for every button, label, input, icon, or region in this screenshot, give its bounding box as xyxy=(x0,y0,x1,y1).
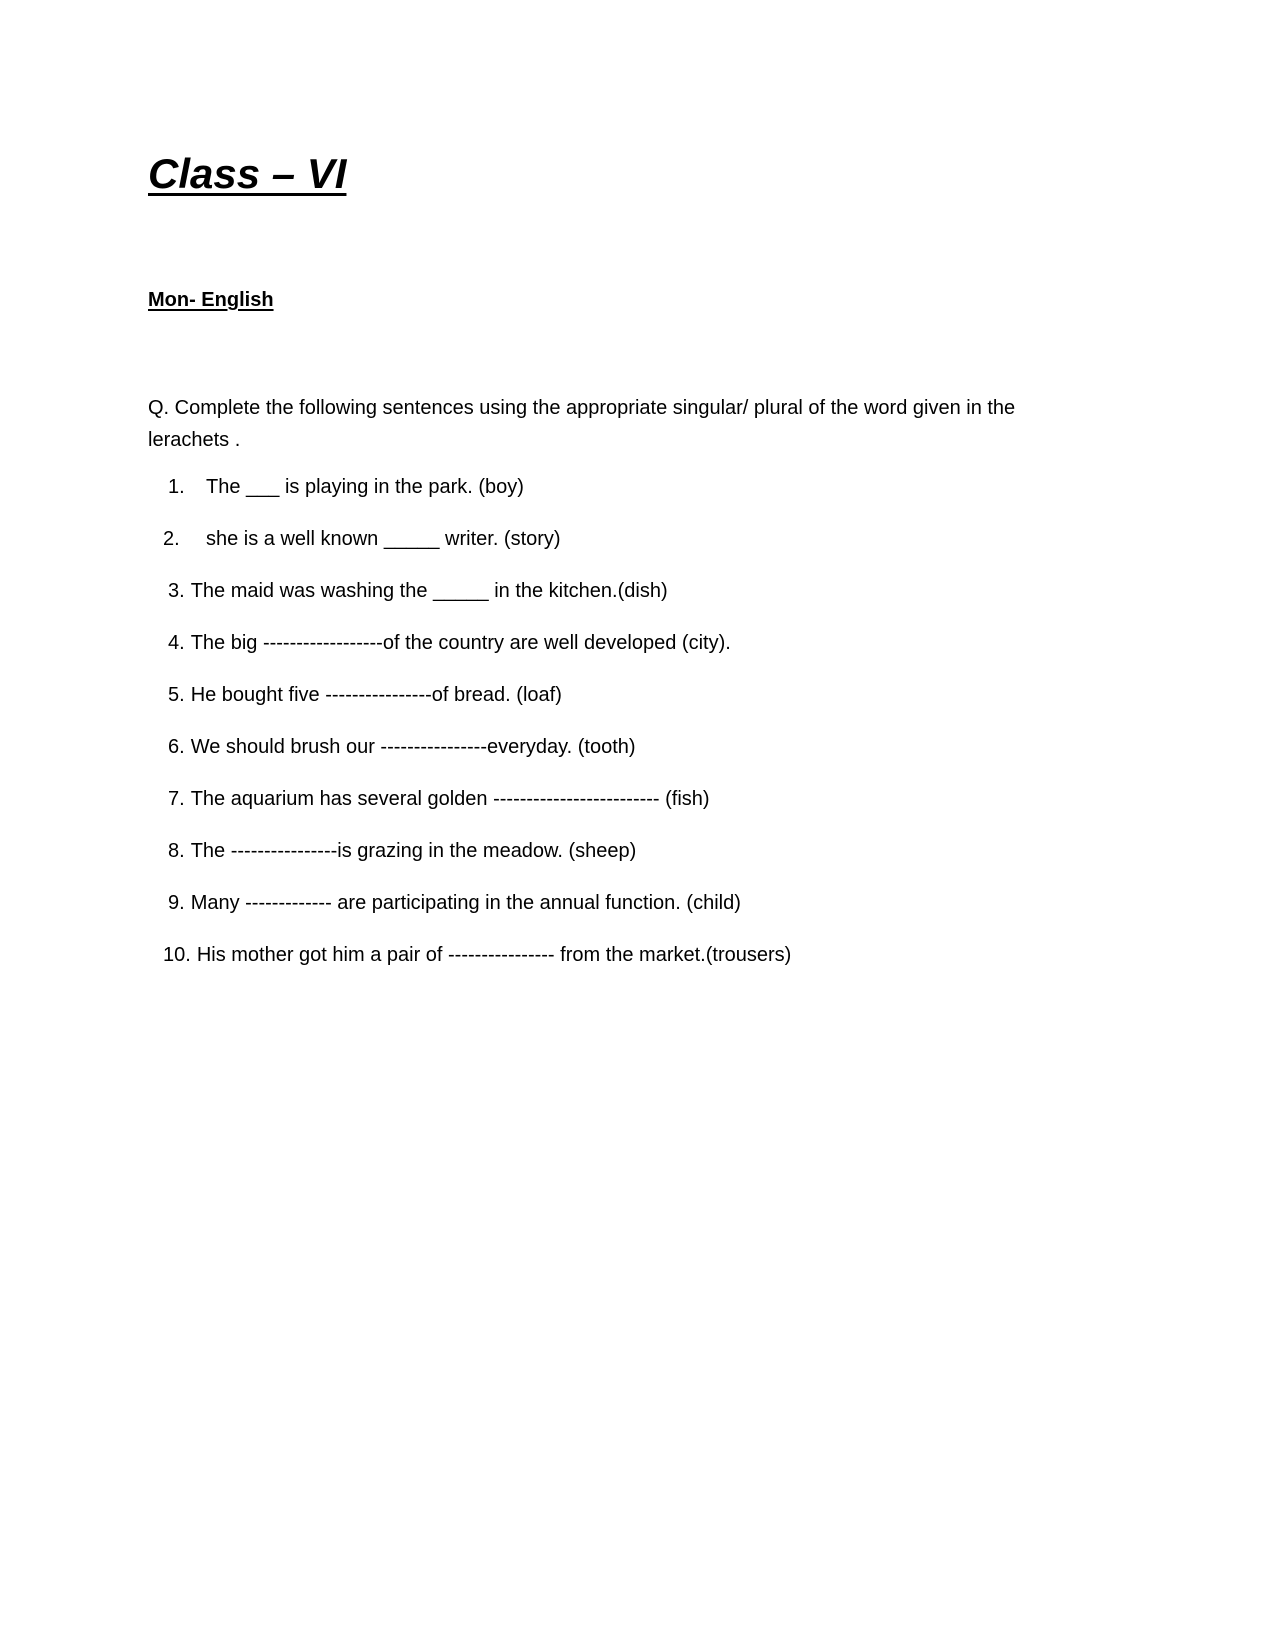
item-number: 1. xyxy=(168,476,185,498)
item-number: 8. xyxy=(168,840,185,862)
item-text: The maid was washing the _____ in the kitchen.(dish) xyxy=(190,580,668,602)
list-item xyxy=(168,682,562,708)
item-number: 2. xyxy=(163,528,180,550)
list-item xyxy=(163,942,791,968)
list-item xyxy=(168,838,636,864)
item-text: We should brush our ----------------everyday. (tooth) xyxy=(190,736,636,758)
item-number: 9. xyxy=(168,892,185,914)
list-item xyxy=(168,578,668,604)
item-text: The ----------------is grazing in the meadow. (sheep) xyxy=(190,840,637,862)
item-number: 6. xyxy=(168,736,185,758)
item-text: The big ------------------of the country are well developed (city). xyxy=(190,632,731,654)
list-item xyxy=(168,734,636,760)
subject-heading: Mon- English xyxy=(148,289,274,311)
list-item xyxy=(168,890,741,916)
item-text: His mother got him a pair of ---------------- from the market.(trousers) xyxy=(196,944,792,966)
item-number: 3. xyxy=(168,580,185,602)
item-text: she is a well known _____ writer. (story) xyxy=(206,528,561,550)
page-title: Class – VI xyxy=(148,150,347,197)
item-text: The ___ is playing in the park. (boy) xyxy=(206,476,524,498)
question-text: Q. Complete the following sentences using the appropriate singular/ plural of the word given in the lerachets . xyxy=(148,397,1016,451)
list-item xyxy=(168,630,731,656)
item-number: 7. xyxy=(168,788,185,810)
list-item xyxy=(163,526,561,552)
item-text: The aquarium has several golden ------------------------- (fish) xyxy=(190,788,710,810)
item-number: 10. xyxy=(163,944,191,966)
item-number: 5. xyxy=(168,684,185,706)
item-number: 4. xyxy=(168,632,185,654)
list-item xyxy=(168,474,524,500)
list-item xyxy=(168,786,710,812)
item-text: Many ------------- are participating in the annual function. (child) xyxy=(190,892,741,914)
item-text: He bought five ----------------of bread. (loaf) xyxy=(190,684,562,706)
